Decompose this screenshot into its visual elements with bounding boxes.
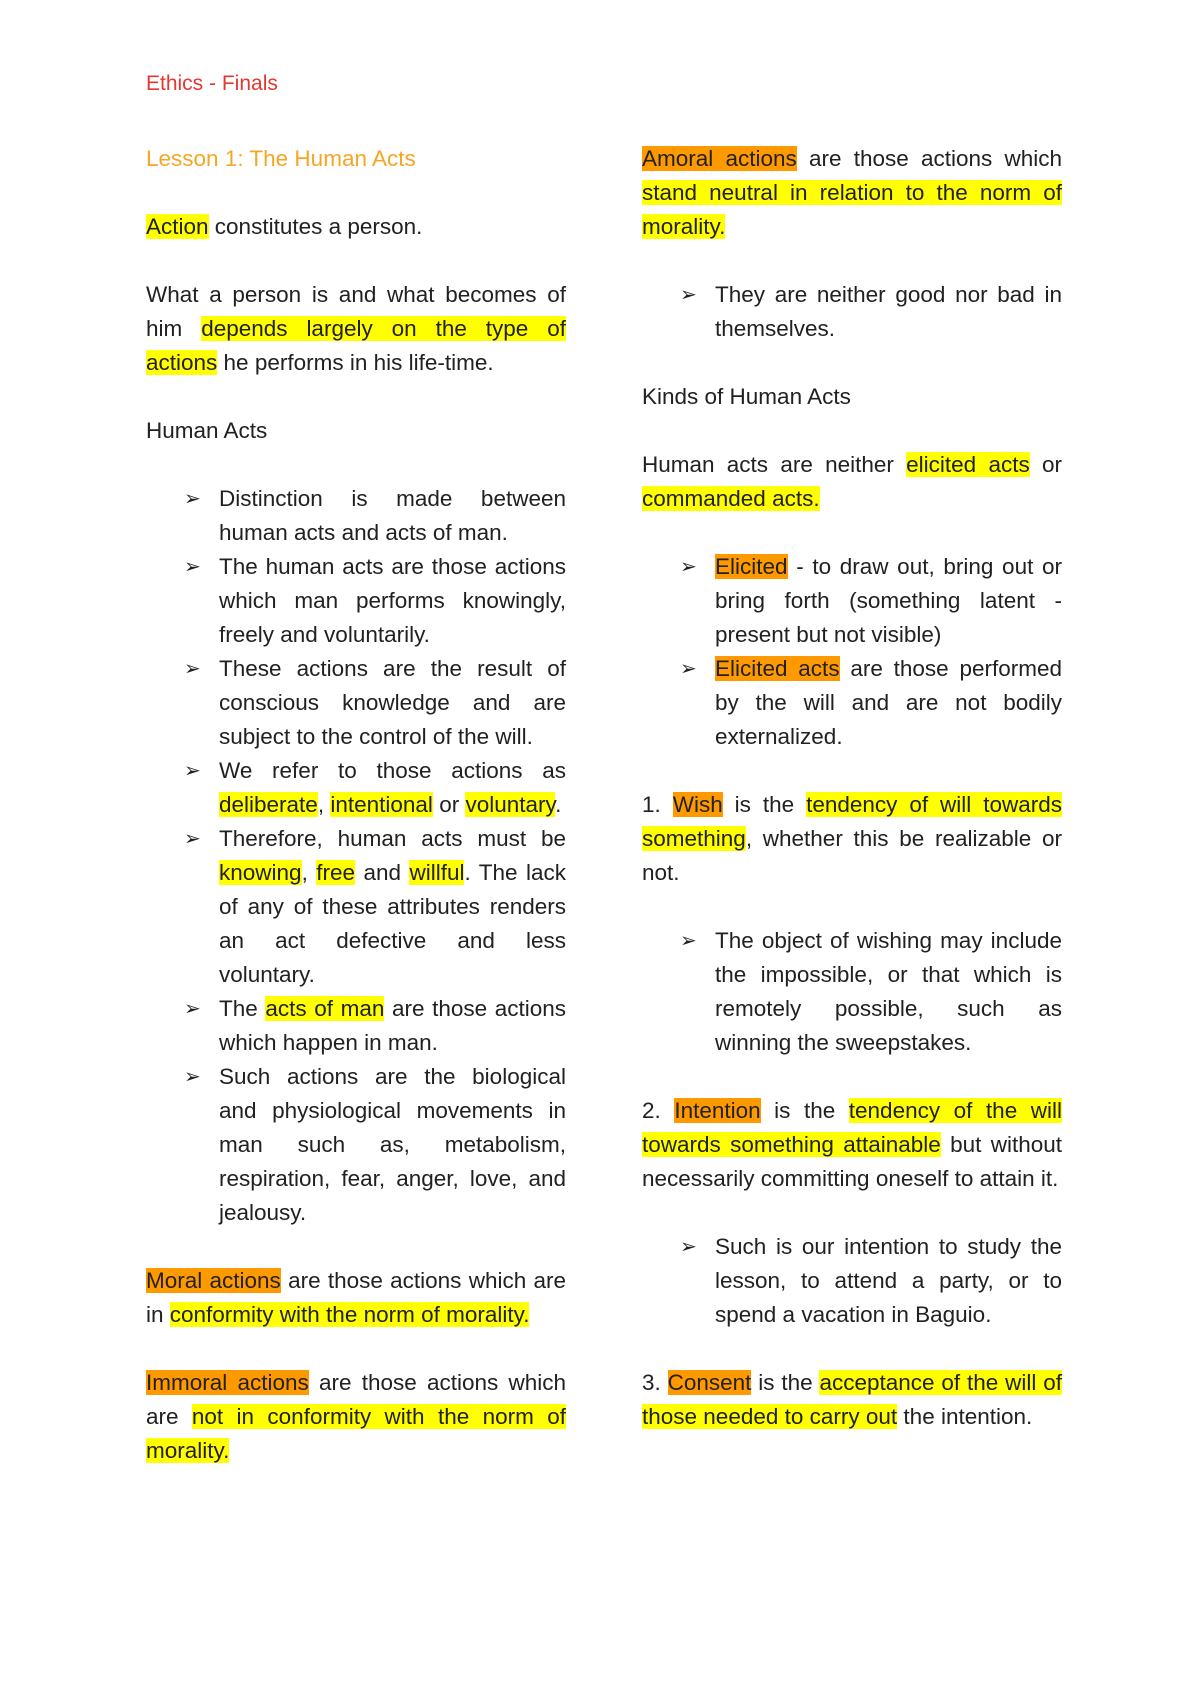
highlight-orange: Immoral actions [146,1370,309,1395]
paragraph-immoral-actions [146,1366,566,1468]
text: Such is our intention to study the lesson, to attend a party, or to spend a vacation in Baguio. [715,1234,1062,1327]
highlight: not in conformity with the norm of morality. [146,1404,566,1463]
arrowhead-icon: ➢ [680,1236,697,1258]
text: or [432,792,466,817]
list-number: 1. [642,792,673,817]
list-number: 2. [642,1098,675,1123]
list-item [642,652,1062,754]
text: constitutes a person. [208,214,423,239]
text: is the [751,1370,820,1395]
paragraph-wish [642,788,1062,890]
paragraph-moral-actions [146,1264,566,1332]
text: They are neither good nor bad in themselves. [715,282,1062,341]
arrowhead-icon: ➢ [184,658,201,680]
highlight-orange: Elicited [715,554,788,579]
highlight-orange: Intention [674,1098,761,1123]
text: Therefore, human acts must be [219,826,566,851]
text: , whether this be realizable or not. [642,826,1062,885]
text: but without necessarily committing oneself to attain it. [642,1132,1062,1191]
list-item [642,550,1062,652]
highlight: free [316,860,356,885]
list-item [642,1230,1062,1332]
elicited-list [642,550,1062,754]
highlight: tendency of the will towards something attainable [642,1098,1062,1157]
paragraph-person [146,278,566,380]
text: Such actions are the biological and physiological movements in man such as, metabolism, respiration, fear, anger, love, and jealousy. [219,1064,566,1225]
wish-list [642,924,1062,1060]
amoral-list [642,278,1062,346]
right-column [642,142,1062,1468]
text: The human acts are those actions which man performs knowingly, freely and voluntarily. [219,554,566,647]
highlight: tendency of will towards something [642,792,1062,851]
text: and [355,860,410,885]
list-item [146,822,566,992]
document-header: Ethics - Finals [146,72,278,95]
text: . The lack of any of these attributes renders an act defective and less voluntary. [219,860,566,987]
highlight: commanded acts. [642,486,820,511]
arrowhead-icon: ➢ [680,556,697,578]
text: The object of wishing may include the impossible, or that which is remotely possible, such as winning the sweepstakes. [715,928,1062,1055]
highlight: conformity with the norm of morality. [169,1302,530,1327]
arrowhead-icon: ➢ [184,1066,201,1088]
highlight: deliberate [219,792,318,817]
list-item [146,482,566,550]
text: are those actions which are [146,1370,566,1429]
text: The [219,996,266,1021]
list-item [146,652,566,754]
arrowhead-icon: ➢ [680,658,697,680]
highlight-orange: Amoral actions [642,146,797,171]
text: he performs in his life-time. [217,350,494,375]
highlight: depends largely on the type of actions [146,316,566,375]
arrowhead-icon: ➢ [184,998,201,1020]
text: We refer to those actions as [219,758,566,783]
left-column [146,142,566,1502]
arrowhead-icon: ➢ [184,556,201,578]
text: is the [760,1098,849,1123]
list-item [642,278,1062,346]
text: Human acts are neither [642,452,907,477]
arrowhead-icon: ➢ [184,760,201,782]
highlight: acts of man [265,996,385,1021]
text: , [301,860,317,885]
text: are those actions which are in [146,1268,566,1327]
text: the intention. [897,1404,1033,1429]
lesson-title: Lesson 1: The Human Acts [146,146,416,171]
arrowhead-icon: ➢ [680,930,697,952]
paragraph-kinds [642,448,1062,516]
section-heading-kinds: Kinds of Human Acts [642,384,851,409]
text: are those performed by the will and are not bodily externalized. [715,656,1062,749]
highlight: elicited acts [906,452,1030,477]
paragraph-intention [642,1094,1062,1196]
highlight: knowing [219,860,302,885]
highlight: intentional [330,792,433,817]
text: Distinction is made between human acts and acts of man. [219,486,566,545]
text: . [555,792,562,817]
paragraph-amoral-actions [642,142,1062,244]
highlight-orange: Moral actions [146,1268,281,1293]
highlight: willful [409,860,465,885]
text: - to draw out, bring out or bring forth (something latent - present but not visible) [715,554,1062,647]
text: These actions are the result of conscious knowledge and are subject to the control of the will. [219,656,566,749]
list-item [642,924,1062,1060]
highlight: stand neutral in relation to the norm of morality. [642,180,1062,239]
section-heading-human-acts: Human Acts [146,418,268,443]
text: are those actions which [796,146,1062,171]
highlight: Action [146,214,209,239]
human-acts-list [146,482,566,1230]
highlight: voluntary [465,792,556,817]
text: , [317,792,331,817]
list-item [146,550,566,652]
list-number: 3. [642,1370,668,1395]
text: is the [722,792,807,817]
list-item [146,992,566,1060]
highlight-orange: Elicited acts [715,656,840,681]
paragraph-consent [642,1366,1062,1434]
text: What a person is and what becomes of him [146,282,566,341]
paragraph-action [146,210,566,244]
highlight: acceptance of the will of those needed to carry out [642,1370,1062,1429]
arrowhead-icon: ➢ [680,284,697,306]
intention-list [642,1230,1062,1332]
text: or [1029,452,1062,477]
list-item [146,754,566,822]
list-item [146,1060,566,1230]
arrowhead-icon: ➢ [184,828,201,850]
text: are those actions which happen in man. [219,996,566,1055]
arrowhead-icon: ➢ [184,488,201,510]
highlight-orange: Wish [672,792,723,817]
highlight-orange: Consent [667,1370,752,1395]
